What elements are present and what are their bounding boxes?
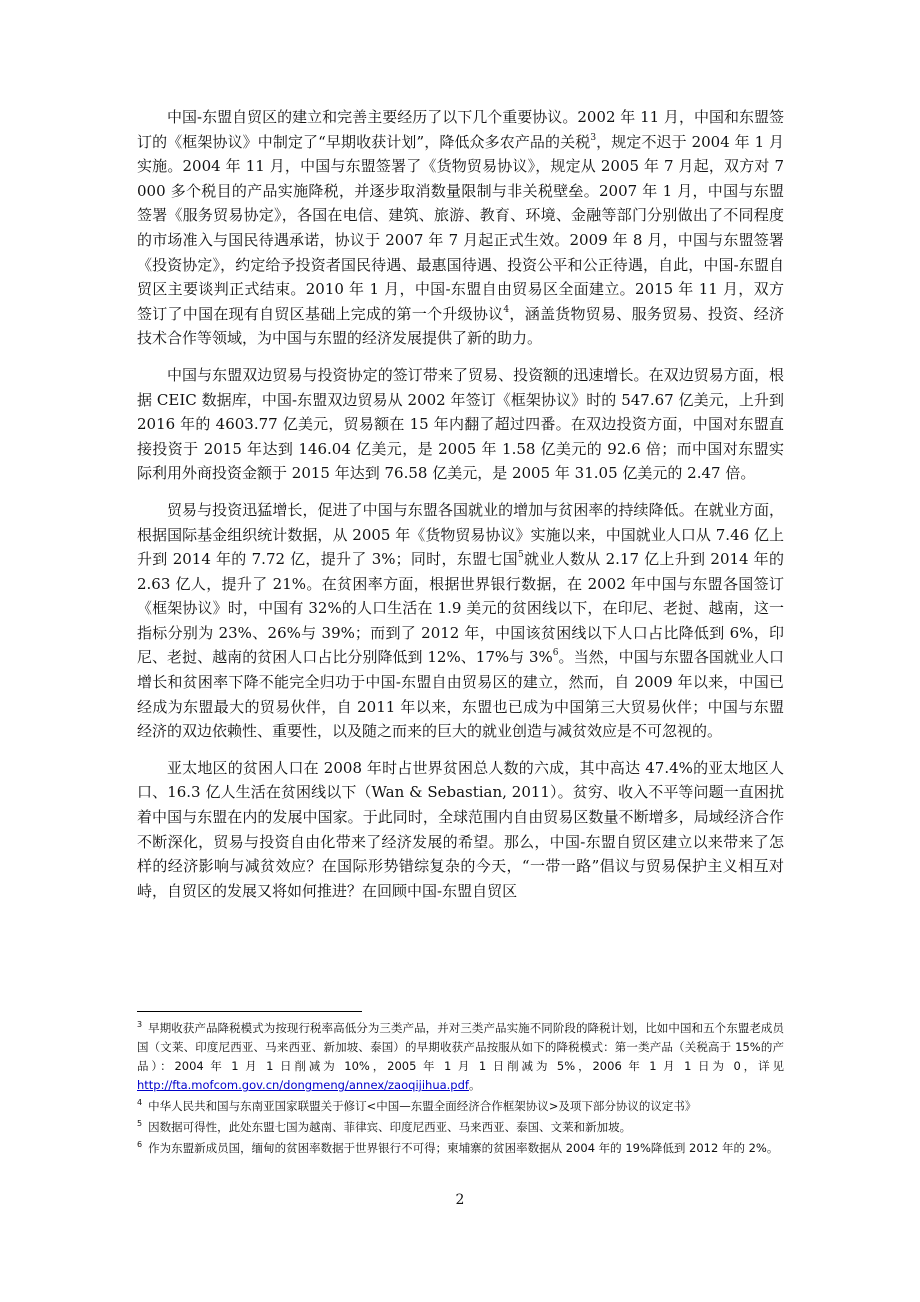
paragraph: [137, 363, 784, 486]
footnote: [137, 1019, 784, 1095]
paragraph: [137, 498, 784, 744]
footnote-mark: 3: [137, 1020, 143, 1029]
text-run: 贸易与投资迅猛增长，促进了中国与东盟各国就业的增加与贫困率的持续降低。在就业方面，根据国际基金组织统计数据，从 2005 年《货物贸易协议》实施以来，中国就业人口从 7.46 亿上升到 2014 年的 7.72 亿，提升了 3%；同时，东盟七国: [137, 500, 784, 569]
text-run: 中国-东盟自贸区的建立和完善主要经历了以下几个重要协议。2002 年 11 月，中国和东盟签订的《框架协议》中制定了“早期收获计划”，降低众多农产品的关税: [137, 108, 784, 151]
footnote: [137, 1118, 784, 1137]
footnote-mark: 4: [137, 1098, 143, 1107]
footnote-ref: 3: [590, 132, 597, 143]
text-run: 。当然，中国与东盟各国就业人口增长和贫困率下降不能完全归功于中国-东盟自由贸易区的建立，然而，自 2009 年以来，中国已经成为东盟最大的贸易伙伴，自 2011 年以来，东盟也已成为中国第三大贸易伙伴；中国与东盟经济的双边依赖性、重要性，以及随之而来的巨大的就业创造与减贫效应是不可忽视的。: [137, 648, 784, 741]
text-run: 。: [468, 1078, 481, 1092]
text-run: 亚太地区的贫困人口在 2008 年时占世界贫困总人数的六成，其中高达 47.4%的亚太地区人口、16.3 亿人生活在贫困线以下（Wan & Sebastian, 2011）。贫穷、收入不平等问题一直困扰着中国与东盟在内的发展中国家。于此同时，全球范围内自由贸易区数量不断增多，局域经济合作不断深化，贸易与投资自由化带来了经济发展的希望。那么，中国-东盟自贸区建立以来带来了怎样的经济影响与减贫效应？在国际形势错综复杂的今天，“一带一路”倡议与贸易保护主义相互对峙，自贸区的发展又将如何推进？在回顾中国-东盟自贸区: [137, 758, 784, 900]
text-run: 作为东盟新成员国，缅甸的贫困率数据于世界银行不可得；柬埔寨的贫困率数据从 2004 年的 19%降低到 2012 年的 2%。: [148, 1141, 779, 1155]
footnote-mark: 6: [137, 1140, 143, 1149]
footnote: [137, 1139, 784, 1158]
footnote-ref: 5: [517, 550, 524, 561]
footnote: [137, 1097, 784, 1116]
footnote-separator: [137, 1011, 362, 1012]
text-run: 因数据可得性，此处东盟七国为越南、菲律宾、印度尼西亚、马来西亚、泰国、文莱和新加坡。: [148, 1120, 632, 1134]
text-run: 早期收获产品降税模式为按现行税率高低分为三类产品，并对三类产品实施不同阶段的降税计划，比如中国和五个东盟老成员国（文莱、印度尼西亚、马来西亚、新加坡、泰国）的早期收获产品按服从如下的降税模式：第一类产品（关税高于 15%的产品）：2004 年 1 月 1 日削减为 10%，2005 年 1 月 1 日削减为 5%，2006 年 1 月 1 日为 0，详见: [137, 1021, 784, 1073]
paragraph: [137, 756, 784, 904]
paragraph: [137, 105, 784, 351]
text-run: ，规定不迟于 2004 年 1 月实施。2004 年 11 月，中国与东盟签署了《货物贸易协议》，规定从 2005 年 7 月起，双方对 7 000 多个税目的产品实施降税，并逐步取消数量限制与非关税壁垒。2007 年 1 月，中国与东盟签署《服务贸易协定》，各国在电信、建筑、旅游、教育、环境、金融等部门分别做出了不同程度的市场准入与国民待遇承诺，协议于 2007 年 7 月起正式生效。2009 年 8 月，中国与东盟签署《投资协定》，约定给予投资者国民待遇、最惠国待遇、投资公平和公正待遇，自此，中国-东盟自贸区主要谈判正式结束。2010 年 1 月，中国-东盟自由贸易区全面建立。2015 年 11 月，双方签订了中国在现有自贸区基础上完成的第一个升级协议: [137, 132, 785, 323]
body-text: [137, 105, 784, 915]
text-run: 就业人数从 2.17 亿上升到 2014 年的 2.63 亿人，提升了 21%。在贫困率方面，根据世界银行数据，在 2002 年中国与东盟各国签订《框架协议》时，中国有 32%的人口生活在 1.9 美元的贫困线以下，在印尼、老挝、越南，这一指标分别为 23%、26%与 39%；而到了 2012 年，中国该贫困线以下人口占比降低到 6%，印尼、老挝、越南的贫困人口占比分别降低到 12%、17%与 3%: [137, 550, 784, 667]
text-run: 中华人民共和国与东南亚国家联盟关于修订<中国—东盟全面经济合作框架协议>及项下部分协议的议定书》: [148, 1099, 697, 1113]
text-run: ，涵盖货物贸易、服务贸易、投资、经济技术合作等领域，为中国与东盟的经济发展提供了新的助力。: [137, 304, 784, 348]
text-run: 中国与东盟双边贸易与投资协定的签订带来了贸易、投资额的迅速增长。在双边贸易方面，根据 CEIC 数据库，中国-东盟双边贸易从 2002 年签订《框架协议》时的 547.67 亿美元，上升到 2016 年的 4603.77 亿美元，贸易额在 15 年内翻了超过四番。在双边投资方面，中国对东盟直接投资于 2015 年达到 146.04 亿美元，是 2005 年 1.58 亿美元的 92.6 倍；而中国对东盟实际利用外商投资金额于 2015 年达到 76.58 亿美元，是 2005 年 31.05 亿美元的 2.47 倍。: [137, 365, 784, 483]
page-number: 2: [455, 1192, 465, 1208]
footnote-link[interactable]: http://fta.mofcom.gov.cn/dongmeng/annex/zaoqijihua.pdf: [137, 1078, 469, 1092]
footnote-ref: 4: [503, 304, 510, 315]
footnotes: [137, 1019, 784, 1160]
footnote-ref: 6: [552, 648, 559, 659]
footnote-mark: 5: [137, 1119, 143, 1128]
